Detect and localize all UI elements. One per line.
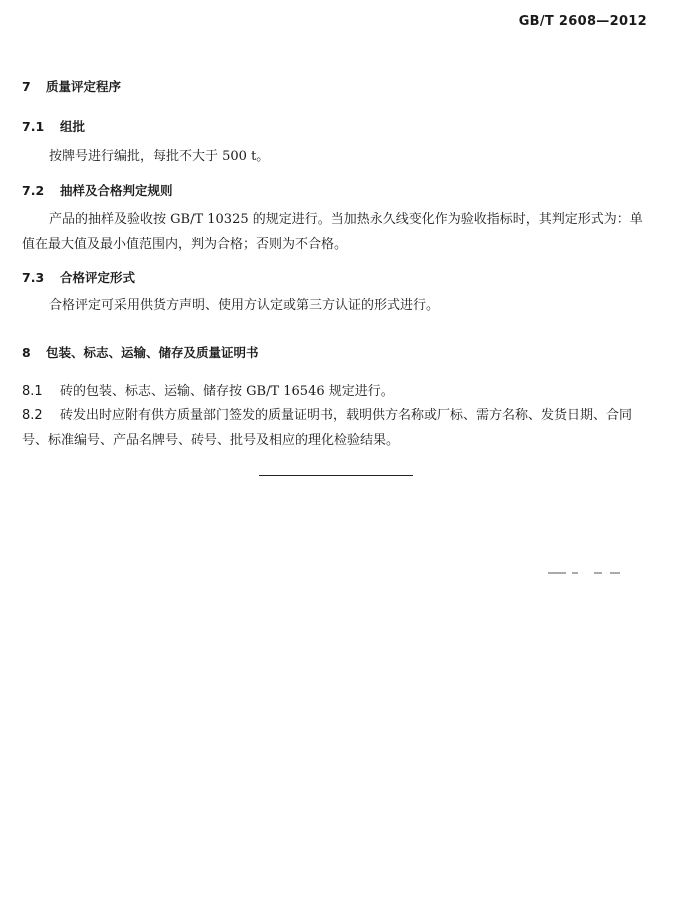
- section-7-3-text: 合格评定可采用供货方声明、使用方认定或第三方认证的形式进行。: [49, 298, 440, 313]
- section-8-1-text: 砖的包装、标志、运输、储存按 GB/T 16546 规定进行。: [60, 384, 394, 399]
- standard-code: GB/T 2608—2012: [518, 14, 647, 29]
- section-7-3-number: 7.3: [22, 270, 45, 285]
- section-7-1-number: 7.1: [22, 119, 45, 134]
- section-8-heading: [22, 343, 259, 361]
- section-8-2-number: 8.2: [22, 408, 43, 423]
- section-7-2-text: 产品的抽样及验收按 GB/T 10325 的规定进行。当加热永久线变化作为验收指标时，其判定形式为：单值在最大值及最小值范围内，判为合格；否则为不合格。: [22, 212, 643, 252]
- section-7-1-text: 按牌号进行编批，每批不大于 500 t。: [49, 149, 270, 164]
- section-7-3-heading: [22, 268, 135, 286]
- section-8-number: 8: [22, 345, 31, 360]
- section-8-2-text: 砖发出时应附有供方质量部门签发的质量证明书，载明供方名称或厂标、需方名称、发货日期、合同号、标准编号、产品名牌号、砖号、批号及相应的理化检验结果。: [22, 408, 633, 448]
- section-8-title: 包装、标志、运输、储存及质量证明书: [46, 345, 259, 360]
- section-7-number: 7: [22, 79, 31, 94]
- scan-artifact: [548, 572, 628, 575]
- end-of-document-rule: [259, 475, 413, 476]
- section-8-1-number: 8.1: [22, 384, 43, 399]
- section-8-1: [22, 379, 652, 404]
- section-7-heading: [22, 77, 121, 95]
- section-7-1-heading: [22, 117, 85, 135]
- section-7-2-title: 抽样及合格判定规则: [60, 183, 173, 198]
- section-7-title: 质量评定程序: [46, 79, 122, 94]
- section-7-1-title: 组批: [60, 119, 86, 134]
- section-7-2-number: 7.2: [22, 183, 45, 198]
- section-7-2-heading: [22, 181, 173, 199]
- section-7-3-title: 合格评定形式: [60, 270, 136, 285]
- section-8-2: [22, 403, 652, 453]
